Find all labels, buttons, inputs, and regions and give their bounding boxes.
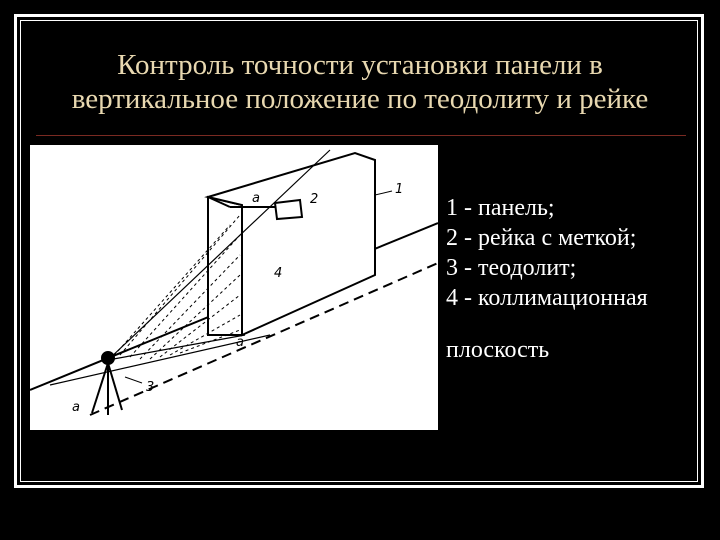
legend	[446, 193, 648, 365]
label-a-bottom: a	[236, 335, 244, 350]
title-line-2: вертикальное положение по теодолиту и рейке	[71, 83, 649, 115]
legend-item-1: 1 - панель;	[446, 195, 555, 221]
title-divider	[36, 135, 686, 136]
label-1: 1	[395, 182, 404, 197]
theodolite-head	[102, 352, 114, 364]
leader-3	[125, 377, 142, 383]
slide-title	[30, 48, 690, 116]
diagram-figure	[30, 145, 438, 430]
label-4: 4	[274, 266, 283, 281]
label-a-ground: a	[72, 400, 80, 415]
label-2: 2	[310, 192, 319, 207]
label-3: 3	[146, 380, 155, 395]
diagram-svg	[30, 145, 438, 430]
panel-front-edge	[208, 197, 242, 335]
legend-item-3: 3 - теодолит;	[446, 255, 577, 281]
label-a-top: a	[252, 191, 260, 206]
rail-mark	[275, 200, 302, 219]
legend-item-4-cont: плоскость	[446, 337, 550, 363]
legend-item-2: 2 - рейка с меткой;	[446, 225, 637, 251]
tripod-leg-1	[92, 363, 108, 413]
legend-item-4: 4 - коллимационная	[446, 285, 648, 311]
title-line-1: Контроль точности установки панели в	[117, 49, 603, 81]
leader-1	[375, 191, 392, 195]
